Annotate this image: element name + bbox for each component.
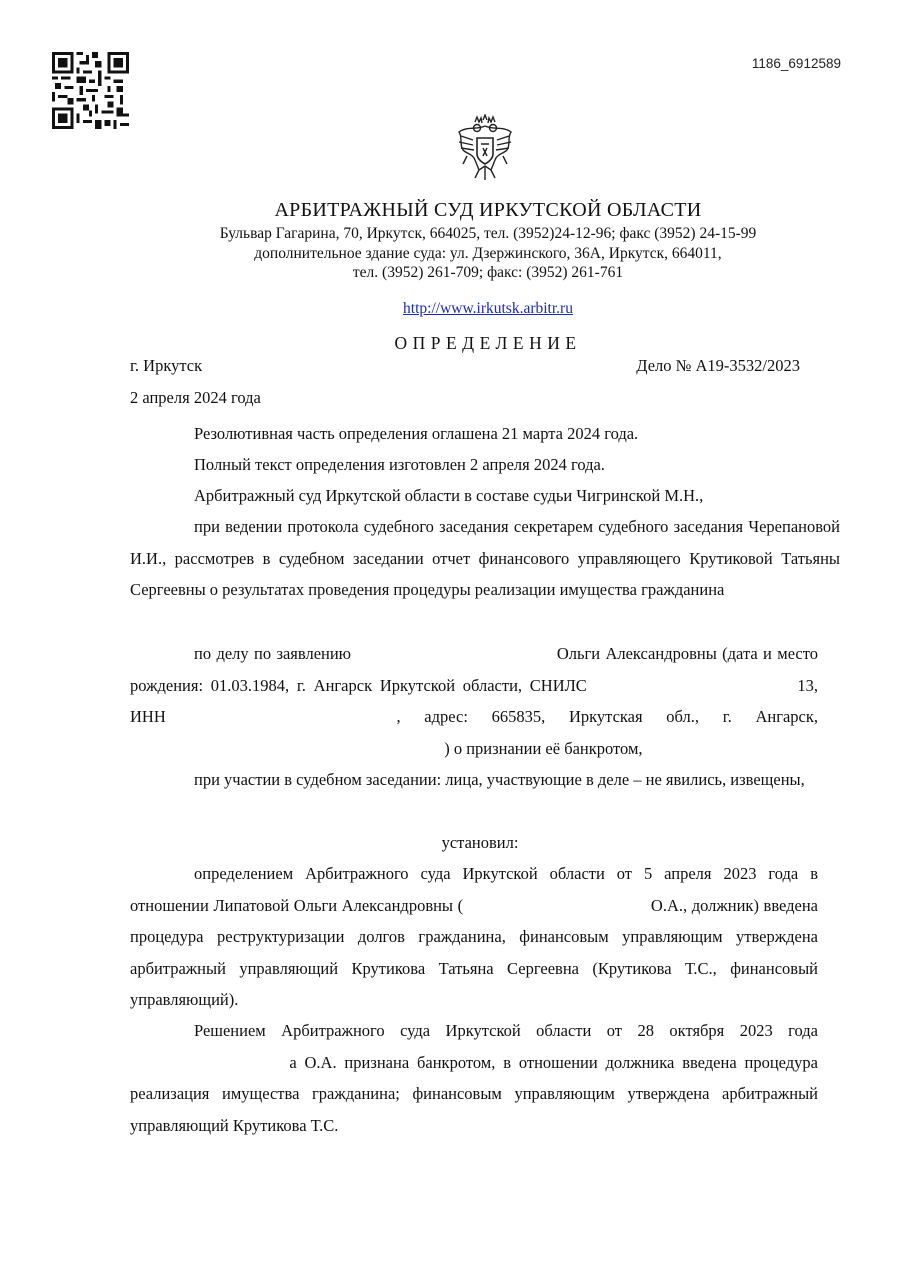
coat-of-arms-icon — [453, 114, 517, 184]
application-text-d: , адрес: 665835, Иркутская обл., г. Ангарск, — [396, 707, 819, 726]
court-name: АРБИТРАЖНЫЙ СУД ИРКУТСКОЙ ОБЛАСТИ — [274, 199, 702, 221]
decision-text-b: а О.А. признана банкротом, в отношении должника введена процедура реализация имущества гражданина; финансовым управляющим утверждена арбитражный управляющий Крутикова Т.С. — [130, 1052, 818, 1135]
court-website-link[interactable]: http://www.irkutsk.arbitr.ru — [403, 300, 573, 317]
paragraph-participants: при участии в судебном заседании: лица, участвующие в деле – не явились, извещены, — [194, 770, 805, 789]
application-text-c: 13, ИНН — [130, 675, 819, 726]
redacted-snils — [595, 670, 790, 702]
court-address-line-1: Бульвар Гагарина, 70, Иркутск, 664025, тел. (3952)24-12-96; факс (3952) 24-15-99 — [219, 225, 757, 242]
application-text-b: Ольги Александровны (дата и место рождения: 01.03.1984, г. Ангарск Иркутской области, СНИЛС — [130, 644, 818, 695]
redacted-surname — [356, 638, 551, 670]
restructuring-text-a: определением Арбитражного суда Иркутской области от 5 апреля 2023 года в отношении Липатовой Ольги Александровны ( — [130, 864, 818, 915]
restructuring-text-b: О.А., должник) введена процедура реструктуризации долгов гражданина, финансовым управляющим утверждена арбитражный управляющий Крутикова Татьяна Сергеевна (Крутикова Т.С., финансовый управляющий). — [130, 895, 819, 1009]
case-number: Дело № А19-3532/2023 — [636, 356, 800, 375]
decision-text-a: Решением Арбитражного суда Иркутской области от 28 октября 2023 года — [194, 1021, 818, 1040]
redacted-surname-3 — [130, 1047, 289, 1079]
application-text-a: по делу по заявлению — [194, 644, 357, 663]
paragraph-restructuring — [130, 858, 818, 1016]
paragraph-court-composition: Арбитражный суд Иркутской области в составе судьи Чигринской М.Н., — [194, 486, 704, 505]
established-heading: установил: — [441, 833, 519, 852]
redacted-inn — [189, 701, 396, 733]
paragraph-bankruptcy-decision — [130, 1015, 818, 1141]
document-date: 2 апреля 2024 года — [130, 388, 261, 407]
document-type-heading: ОПРЕДЕЛЕНИЕ — [394, 333, 582, 353]
court-address-line-3: тел. (3952) 261-709; факс: (3952) 261-761 — [352, 264, 624, 281]
court-address-line-2: дополнительное здание суда: ул. Дзержинского, 36А, Иркутск, 664011, — [254, 245, 722, 262]
paragraph-application — [130, 638, 818, 764]
application-text-e: ) о признании её банкротом, — [444, 738, 643, 758]
redacted-address — [130, 733, 444, 765]
paragraph-full-text-date: Полный текст определения изготовлен 2 апреля 2024 года. — [194, 455, 605, 474]
city: г. Иркутск — [130, 356, 203, 375]
qr-code-icon — [52, 52, 129, 129]
paragraph-resolution-date: Резолютивная часть определения оглашена 21 марта 2024 года. — [194, 424, 639, 443]
redacted-surname-2 — [463, 890, 646, 922]
paragraph-hearing-details: при ведении протокола судебного заседания секретарем судебного заседания Черепановой И.И., рассмотрев в судебном заседании отчет финансового управляющего Крутиковой Татьяны Сергеевны о результатах проведения процедуры реализации имущества гражданина — [130, 517, 840, 599]
court-website-row — [130, 300, 846, 318]
document-id: 1186_6912589 — [751, 56, 841, 71]
